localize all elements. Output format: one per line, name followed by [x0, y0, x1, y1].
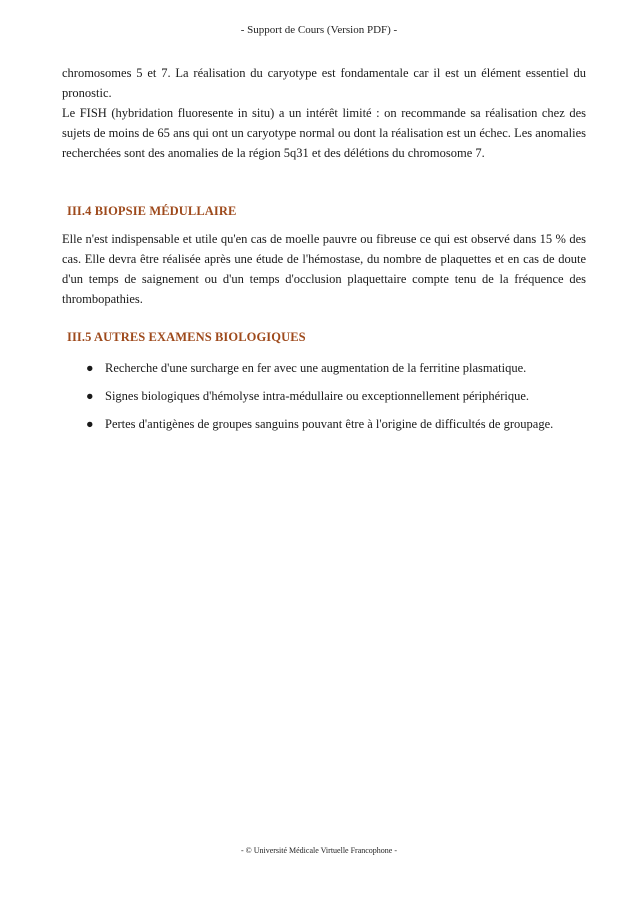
- paragraph-caryotype: chromosomes 5 et 7. La réalisation du caryotype est fondamentale car il est un élément essentiel du pronostic.: [62, 66, 586, 100]
- intro-text: [62, 63, 586, 163]
- section-heading-autres-examens: III.5 AUTRES EXAMENS BIOLOGIQUES: [67, 330, 306, 344]
- bullet-icon: ●: [86, 389, 94, 403]
- paragraph-fish: Le FISH (hybridation fluoresente in situ) a un intérêt limité : on recommande sa réalisation chez des sujets de moins de 65 ans qui ont un caryotype normal ou dont la réalisation est un échec. Les anomalies recherchées sont des anomalies de la région 5q31 et des délétions du chromosome 7.: [62, 106, 586, 160]
- bullet-icon: ●: [86, 361, 94, 375]
- list-item-text: Pertes d'antigènes de groupes sanguins pouvant être à l'origine de difficultés de groupage.: [105, 417, 554, 431]
- bullet-icon: ●: [86, 417, 94, 431]
- section-heading-biopsie: III.4 BIOPSIE MÉDULLAIRE: [67, 204, 237, 218]
- list-item-text: Signes biologiques d'hémolyse intra-médullaire ou exceptionnellement périphérique.: [105, 389, 530, 403]
- page-footer: - © Université Médicale Virtuelle Francophone -: [240, 846, 398, 855]
- list-item: [86, 358, 586, 378]
- page-header: - Support de Cours (Version PDF) -: [240, 24, 398, 36]
- list-item: [86, 386, 586, 406]
- paragraph-biopsie: Elle n'est indispensable et utile qu'en cas de moelle pauvre ou fibreuse ce qui est observé dans 15 % des cas. Elle devra être réalisée après une étude de l'hémostase, du nombre de plaquettes et en cas de doute d'un temps de saignement ou d'un temps d'occlusion plaquettaire compte tenu de la fréquence des thrombopathies.: [62, 232, 586, 306]
- list-item-text: Recherche d'une surcharge en fer avec une augmentation de la ferritine plasmatique.: [105, 361, 527, 375]
- list-item: [86, 414, 586, 434]
- bullet-list: [86, 358, 586, 442]
